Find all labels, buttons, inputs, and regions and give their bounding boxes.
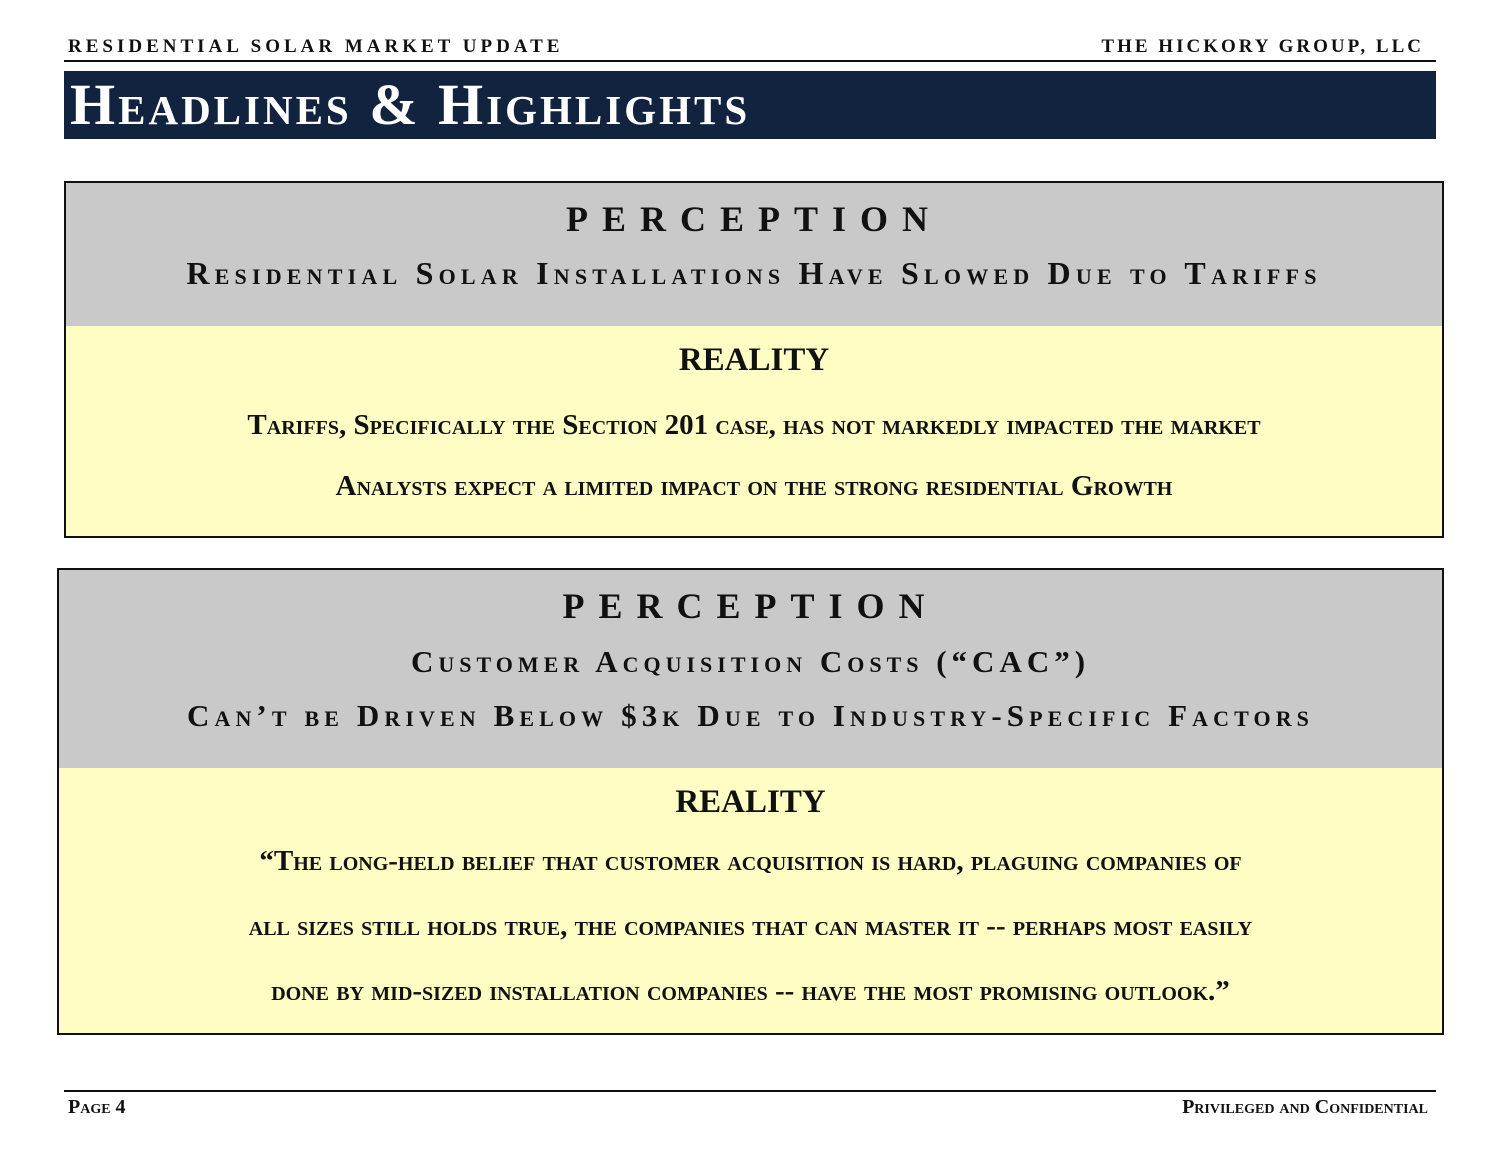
- perception-panel: [59, 570, 1442, 768]
- perception-statement-line: Can’t be Driven Below $3k Due to Industry-Specific Factors: [186, 698, 1315, 733]
- document-header-left: RESIDENTIAL SOLAR MARKET UPDATE: [68, 36, 564, 57]
- reality-quote-line: done by mid-sized installation companies -- have the most promising outlook.”: [271, 975, 1230, 1007]
- header-divider: [64, 60, 1436, 62]
- page-number: Page 4: [68, 1096, 126, 1118]
- reality-quote-line: “The long-held belief that customer acquisition is hard, plaguing companies of: [259, 845, 1242, 877]
- reality-panel: [59, 768, 1442, 1008]
- confidentiality-notice: Privileged and Confidential: [1182, 1096, 1428, 1118]
- perception-reality-box-tariffs: [64, 181, 1444, 538]
- perception-panel: [66, 183, 1442, 326]
- footer-divider: [64, 1090, 1436, 1092]
- perception-label: PERCEPTION: [565, 199, 943, 239]
- perception-label: PERCEPTION: [562, 586, 939, 626]
- reality-label: REALITY: [678, 342, 830, 378]
- reality-label: REALITY: [675, 784, 826, 820]
- reality-quote-line: all sizes still holds true, the companies that can master it -- perhaps most easily: [248, 910, 1253, 942]
- document-header-right: THE HICKORY GROUP, LLC: [1101, 36, 1424, 57]
- reality-statement-line: Tariffs, Specifically the Section 201 case, has not markedly impacted the market: [247, 409, 1261, 441]
- perception-reality-box-cac: [57, 568, 1444, 1035]
- perception-statement: Residential Solar Installations Have Slowed Due to Tariffs: [186, 255, 1322, 291]
- perception-statement-line: Customer Acquisition Costs (“CAC”): [410, 644, 1091, 679]
- reality-panel: [66, 326, 1442, 503]
- reality-statement-line: Analysts expect a limited impact on the strong residential Growth: [335, 470, 1173, 502]
- title-banner: [64, 71, 1436, 139]
- page-title: Headlines & Highlights: [70, 72, 751, 137]
